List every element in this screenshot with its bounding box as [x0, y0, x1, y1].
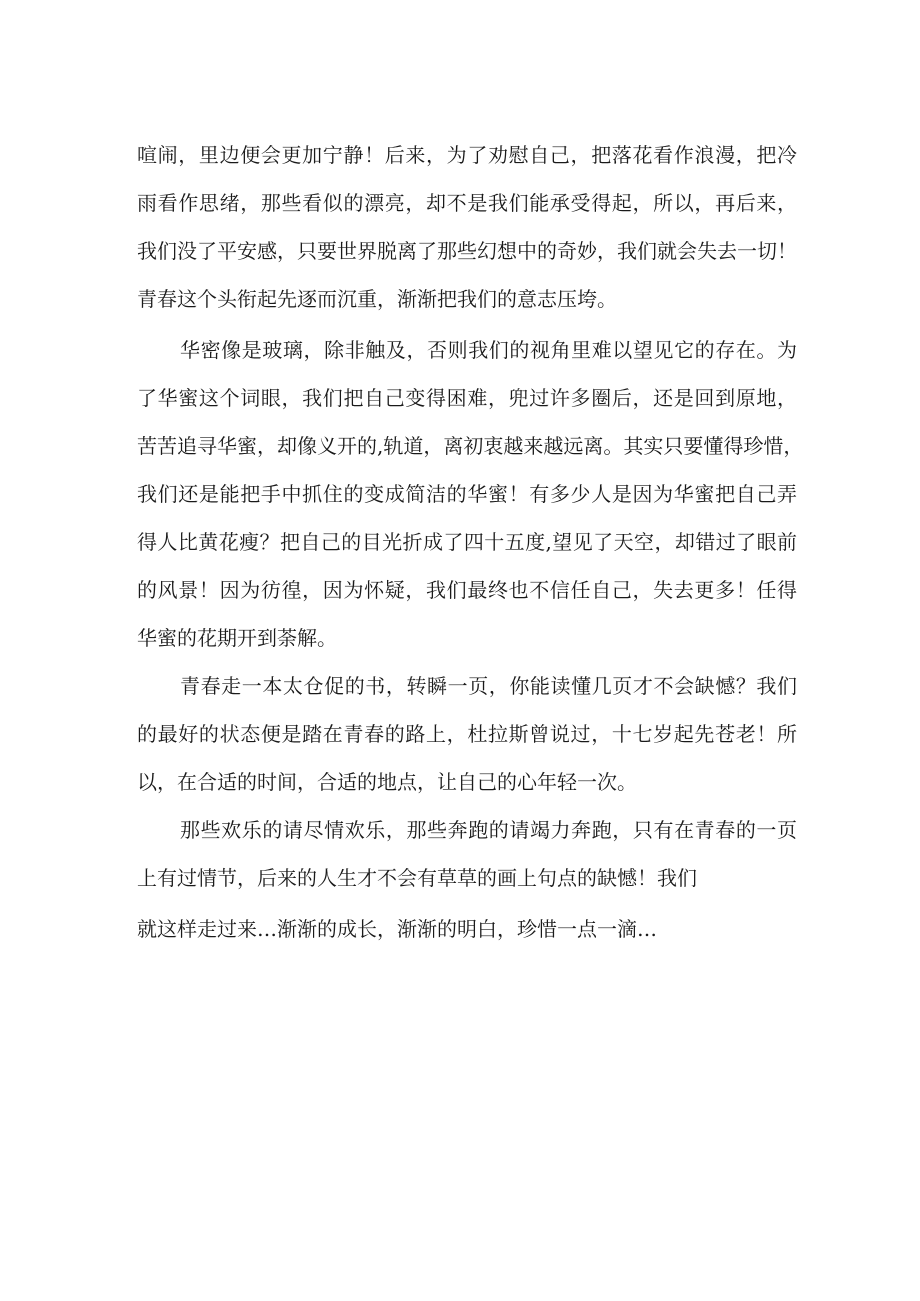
paragraph-4-line-1: 那些欢乐的请尽情欢乐，那些奔跑的请竭力奔跑，只有在青春的一页 [180, 818, 797, 842]
paragraph-4-line-2: 上有过情节，后来的人生才不会有草草的画上句点的缺憾！我们 [137, 866, 697, 890]
paragraph-4-line-3: 就这样走过来…渐渐的成长，渐渐的明白，珍惜一点一滴… [137, 917, 657, 941]
paragraph-2-line-5: 得人比黄花瘦？把自己的目光折成了四十五度,望见了天空，却错过了眼前 [137, 530, 797, 554]
paragraph-2-line-3: 苦苦追寻华蜜，却像义开的,轨道，离初衷越来越远离。其实只要懂得珍惜， [137, 434, 804, 458]
paragraph-1-line-4: 青春这个头衔起先逐而沉重，渐渐把我们的意志压垮。 [137, 287, 617, 311]
paragraph-1-line-3: 我们没了平安感，只要世界脱离了那些幻想中的奇妙，我们就会失去一切！ [137, 239, 797, 263]
paragraph-1-line-2: 雨看作思绪，那些看似的漂亮，却不是我们能承受得起，所以，再后来， [137, 191, 797, 215]
paragraph-2-line-7: 华蜜的花期开到荼解。 [137, 626, 337, 650]
paragraph-2-line-1: 华密像是玻璃，除非触及，否则我们的视角里难以望见它的存在。为 [180, 338, 797, 362]
paragraph-3-line-1: 青春走一本太仓促的书，转瞬一页，你能读懂几页才不会缺憾？我们 [180, 674, 797, 698]
paragraph-2-line-2: 了华蜜这个词眼，我们把自己变得困难，兜过许多圈后，还是回到原地， [137, 386, 797, 410]
paragraph-2-line-4: 我们还是能把手中抓住的变成简洁的华蜜！有多少人是因为华蜜把自己弄 [137, 482, 797, 506]
paragraph-1-line-1: 喧闹，里边便会更加宁静！后来，为了劝慰自己，把落花看作浪漫，把冷 [137, 143, 797, 167]
paragraph-3-line-2: 的最好的状态便是踏在青春的路上，杜拉斯曾说过，十七岁起先苍老！所 [137, 722, 797, 746]
paragraph-3-line-3: 以，在合适的时间，合适的地点，让自己的心年轻一次。 [137, 770, 637, 794]
paragraph-2-line-6: 的风景！因为彷徨，因为怀疑，我们最终也不信任自己，失去更多！任得 [137, 578, 797, 602]
